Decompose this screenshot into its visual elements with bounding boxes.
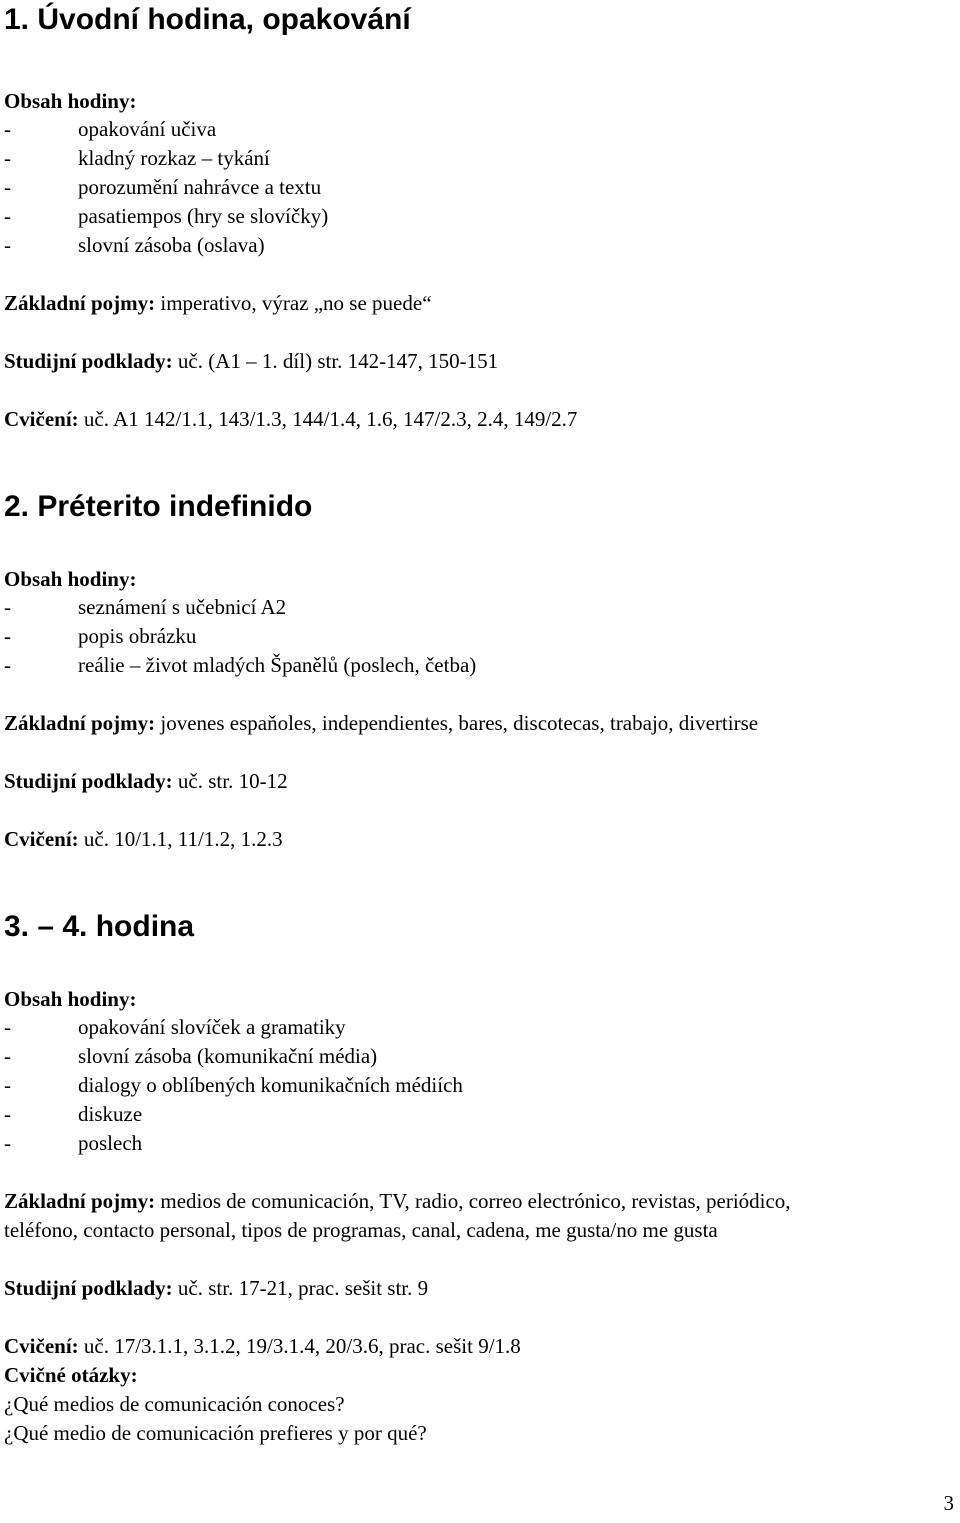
section-2-title: 2. Préterito indefinido (4, 490, 313, 523)
section-2-zakladni-pojmy: Základní pojmy: jovenes espaňoles, independientes, bares, discotecas, trabajo, divertirse (4, 711, 759, 735)
section-2-studijni-podklady: Studijní podklady: uč. str. 10-12 (4, 769, 288, 793)
section-3-question: ¿Qué medios de comunicación conoces? (4, 1392, 345, 1416)
section-3-question: ¿Qué medio de comunicación prefieres y por qué? (4, 1421, 427, 1445)
section-3-zakladni-pojmy: Základní pojmy: medios de comunicación, TV, radio, correo electrónico, revistas, periódico, (4, 1189, 791, 1213)
section-3-zakladni-pojmy-cont: teléfono, contacto personal, tipos de programas, canal, cadena, me gusta/no me gusta (4, 1218, 718, 1242)
section-3-title: 3. – 4. hodina (4, 910, 195, 943)
section-1-obsah-label: Obsah hodiny: (4, 89, 137, 113)
section-1-zakladni-pojmy: Základní pojmy: imperativo, výraz „no se puede“ (4, 291, 432, 315)
page-number: 3 (943, 1491, 954, 1515)
section-3-obsah-label: Obsah hodiny: (4, 987, 137, 1011)
section-1-studijni-podklady: Studijní podklady: uč. (A1 – 1. díl) str. 142-147, 150-151 (4, 349, 499, 373)
section-1-title: 1. Úvodní hodina, opakování (4, 3, 411, 36)
section-1-cviceni: Cvičení: uč. A1 142/1.1, 143/1.3, 144/1.4, 1.6, 147/2.3, 2.4, 149/2.7 (4, 407, 578, 431)
section-3-cviceni: Cvičení: uč. 17/3.1.1, 3.1.2, 19/3.1.4, 20/3.6, prac. sešit 9/1.8 (4, 1334, 521, 1358)
section-2-obsah-label: Obsah hodiny: (4, 567, 137, 591)
section-3-studijni-podklady: Studijní podklady: uč. str. 17-21, prac. sešit str. 9 (4, 1276, 429, 1300)
section-3-cvicne-otazky-label: Cvičné otázky: (4, 1363, 138, 1387)
section-2-cviceni: Cvičení: uč. 10/1.1, 11/1.2, 1.2.3 (4, 827, 283, 851)
document-page: 1. Úvodní hodina, opakování Obsah hodiny: - opakování učiva - kladný rozkaz – tykání - porozumění nahrávce a textu - pasatiempos (hry se slovíčky) - slovní zásoba (oslava) Základní pojmy: imperativo, výraz „no se puede“ Studijní podklady: uč. (A1 – 1. díl) str. 142-147, 150-151 Cvičení: uč. A1 142/1.1, 143/1.3, 144/1.4, 1.6, 147/2.3, 2.4, 149/2.7 2. Préterito indefinido Obsah hodiny: - seznámení s učebnicí A2 - popis obrázku - reálie – život mladých Španělů (poslech, četba) Základní pojmy: jovenes espaňoles, independientes, bares, discotecas, trabajo, divertirse Studijní podklady: uč. str. 10-12 Cvičení: uč. 10/1.1, 11/1.2, 1.2.3 3. – 4. hodina Obsah hodiny: - opakování slovíček a gramatiky - slovní zásoba (komunikační média) - dialogy o oblíbených komunikačních médiích - diskuze - poslech Základní pojmy: medios de comunicación, TV, radio, correo electrónico, revistas, periódico, teléfono, contacto personal, tipos de programas, canal, cadena, me gusta/no me gusta Studijní podklady: uč. str. 17-21, prac. sešit str. 9 Cvičení: uč. 17/3.1.1, 3.1.2, 19/3.1.4, 20/3.6, prac. sešit 9/1.8 Cvičné otázky: ¿Qué medios de comunicación conoces? ¿Qué medio de comunicación prefieres y por qué? 3 (4, 3, 954, 1515)
